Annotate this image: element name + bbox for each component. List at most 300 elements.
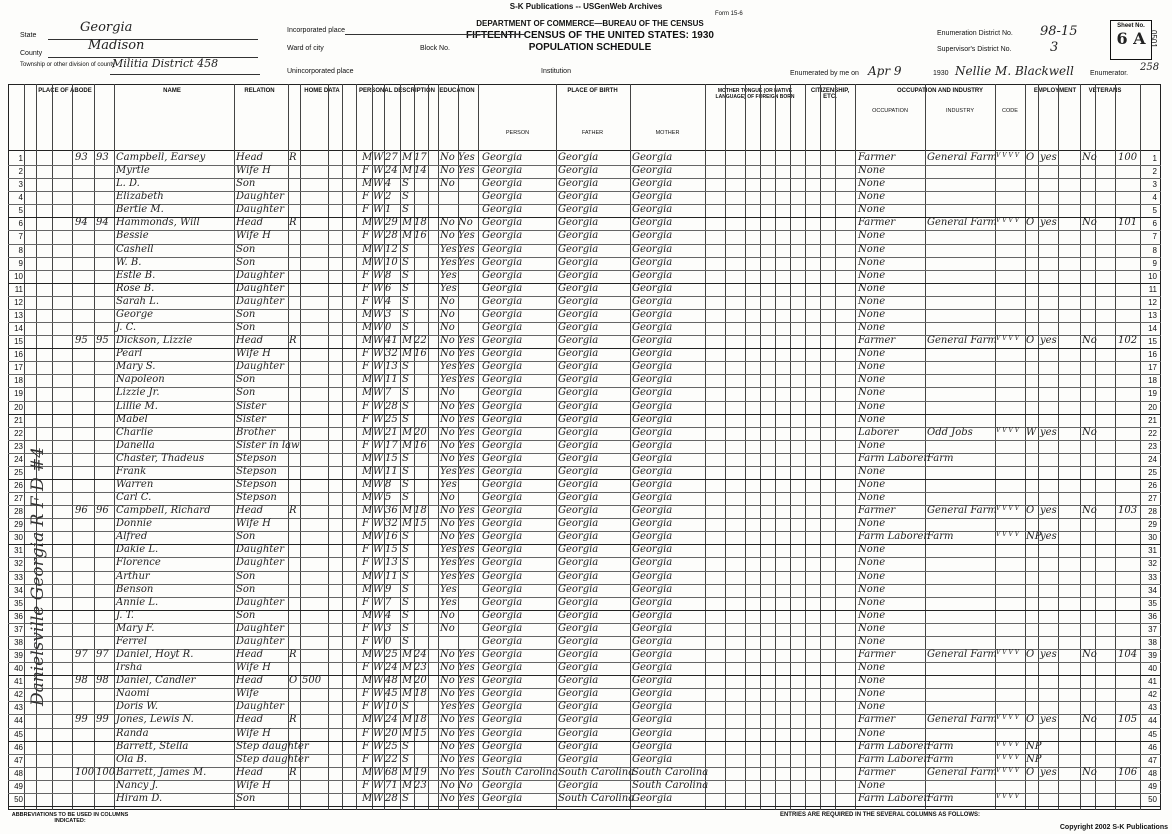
cell-race: W [373,243,384,255]
group-home-data: HOME DATA [304,88,340,94]
line-number: 49 [14,781,23,791]
cell-race: W [373,622,384,634]
cell-mb: Georgia [632,374,673,386]
cell-ms: S [402,479,409,490]
cell-pb: Georgia [482,204,523,216]
cell-emp: yes [1040,335,1057,347]
cell-name: Bessie [116,230,149,242]
cell-occ: Farm Laborer [858,452,929,464]
cell-rd: Yes [458,505,475,517]
line-number: 15 [14,337,23,347]
cell-pb: South Carolina [482,766,559,778]
cell-fb: Georgia [558,714,599,726]
cell-mb: Georgia [632,204,673,216]
cell-occ: None [858,165,886,177]
cell-mb: Georgia [632,688,673,700]
cell-race: W [373,753,384,765]
table-row [0,217,1172,230]
cell-mb: Georgia [632,740,673,752]
cell-occ: None [858,701,886,713]
instructions-box [755,812,1005,834]
cell-age: 22 [385,753,398,765]
cell-ms: S [402,361,409,373]
cell-name: Daniel, Hoyt R. [116,649,194,661]
cell-rd: Yes [458,557,475,569]
cell-cls: O [1026,217,1035,229]
cell-occ: None [858,348,886,360]
cell-pb: Georgia [482,191,523,203]
cell-sch: No [440,688,455,700]
cell-sex: M [362,308,373,320]
cell-fb: Georgia [558,753,599,765]
line-number: 18 [14,376,23,386]
cell-rel: Wife [236,688,259,700]
cell-fb: Georgia [558,688,599,700]
cell-name: Campbell, Earsey [116,152,206,163]
cell-pb: Georgia [482,282,523,294]
cell-mb: Georgia [632,609,673,621]
cell-ind: General Farm [927,714,997,726]
cell-occ: Farm Laborer [858,740,929,752]
line-number: 25 [1148,467,1157,477]
cell-fb: Georgia [558,557,599,569]
line-number: 28 [14,507,23,517]
birth-mother-head: MOTHER [655,130,680,136]
cell-ms: M [402,649,413,661]
cell-sex: F [362,622,369,634]
cell-num: 100 [1118,152,1138,163]
cell-mb: Georgia [632,191,673,203]
cell-rel: Son [236,322,256,334]
cell-sch: No [440,322,455,334]
cell-ms: S [402,557,409,569]
cell-ama: 20 [414,675,427,687]
cell-name: Danella [116,439,155,451]
line-number: 1 [1152,154,1157,163]
cell-rd: Yes [458,792,475,804]
cell-rel: Wife H [236,727,271,739]
cell-race: W [373,374,384,386]
cell-ms: S [402,178,409,190]
cell-ms: M [402,688,413,700]
cell-pb: Georgia [482,570,523,582]
cell-name: Jones, Lewis N. [116,714,194,726]
line-number: 43 [1148,703,1157,713]
cell-race: W [373,387,384,399]
cell-sex: F [362,204,369,216]
cell-cls: NP [1026,753,1042,765]
cell-pb: Georgia [482,688,523,700]
cell-age: 12 [385,243,398,255]
cell-code: V V V V [996,740,1020,748]
line-number: 37 [14,624,23,634]
cell-fb: Georgia [558,361,599,373]
line-number: 5 [1152,206,1157,216]
incorporated-line [345,24,525,35]
line-number: 45 [14,729,23,739]
cell-rd: Yes [458,570,475,582]
table-row [0,283,1172,296]
line-number: 6 [1152,219,1157,229]
cell-rel: Brother [236,426,276,438]
cell-age: 29 [385,217,398,229]
cell-age: 27 [385,152,398,163]
row-divider [8,806,1161,807]
cell-race: W [373,269,384,281]
table-row [0,204,1172,217]
cell-age: 20 [385,727,398,739]
cell-ms: S [402,492,409,504]
cell-ms: S [402,256,409,268]
cell-fb: Georgia [558,492,599,504]
cell-occ: None [858,308,886,320]
cell-name: Pearl [116,348,143,360]
cell-occ: Farm Laborer [858,753,929,765]
cell-ind: Farm [927,740,954,752]
cell-fb: Georgia [558,596,599,608]
cell-ms: S [402,295,409,307]
line-number: 41 [1148,677,1157,687]
cell-occ: None [858,178,886,190]
sheet-number-label: Sheet No. [1117,23,1145,29]
line-number: 27 [14,494,23,504]
line-number: 14 [1148,324,1157,334]
cell-rel: Wife H [236,348,271,360]
line-number: 19 [14,389,23,399]
cell-race: W [373,322,384,334]
cell-mb: Georgia [632,583,673,595]
cell-age: 71 [385,779,398,791]
cell-name: Ferrel [116,635,147,647]
cell-occ: Farmer [858,649,896,661]
cell-name: Lillie M. [116,400,158,412]
cell-name: Rose B. [116,282,155,294]
cell-ms: S [402,191,409,203]
cell-occ: None [858,465,886,477]
cell-code: V V V V [996,766,1020,774]
line-number: 16 [1148,350,1157,360]
enumeration-district-value: 98-15 [1040,24,1078,39]
cell-code: V V V V [996,505,1020,513]
cell-name: W. B. [116,256,142,268]
cell-pb: Georgia [482,544,523,556]
cell-emp: yes [1040,766,1057,778]
line-number: 22 [1148,428,1157,438]
cell-pb: Georgia [482,374,523,386]
line-number: 11 [1148,284,1157,294]
cell-name: Nancy J. [116,779,158,791]
table-row [0,165,1172,178]
cell-name: Ola B. [116,753,148,765]
cell-fb: Georgia [558,531,599,543]
cell-sex: F [362,727,369,739]
cell-pb: Georgia [482,779,523,791]
group-citizenship: CITIZENSHIP, ETC. [810,88,850,100]
cell-rd: Yes [458,688,475,700]
cell-sex: F [362,688,369,700]
cell-ms: M [402,165,413,177]
cell-age: 7 [385,387,392,399]
cell-occ: None [858,635,886,647]
cell-race: W [373,649,384,661]
cell-rel: Step daughter [236,740,309,752]
cell-fb: Georgia [558,348,599,360]
cell-sch: No [440,452,455,464]
cell-sch: Yes [440,361,457,373]
cell-ama: 18 [414,217,427,229]
cell-rd: Yes [458,413,475,425]
cell-ms: S [402,387,409,399]
county-value: Madison [88,38,145,53]
cell-fam: 97 [96,649,109,661]
birth-person-head: PERSON [505,130,530,136]
line-number: 4 [18,193,23,203]
occupation-head: OCCUPATION [872,108,908,114]
cell-sex: M [362,335,373,347]
cell-age: 10 [385,701,398,713]
cell-pb: Georgia [482,649,523,661]
cell-emp: yes [1040,152,1057,163]
cell-race: W [373,766,384,778]
county-line [48,42,258,58]
table-row [0,793,1172,806]
cell-fb: Georgia [558,243,599,255]
cell-pb: Georgia [482,596,523,608]
enumerated-date: Apr 9 [868,64,902,78]
cell-mb: Georgia [632,426,673,438]
cell-occ: None [858,479,886,490]
cell-sex: F [362,740,369,752]
cell-fb: Georgia [558,439,599,451]
group-name: NAME [163,88,181,94]
group-mother-tongue: MOTHER TONGUE (OR NATIVE LANGUAGE) OF FOREIGN BORN [715,88,795,100]
cell-sch: No [440,295,455,307]
line-number: 18 [1148,376,1157,386]
cell-occ: None [858,727,886,739]
cell-race: W [373,544,384,556]
cell-sch: Yes [440,701,457,713]
cell-race: W [373,492,384,504]
table-row [0,257,1172,270]
cell-fb: Georgia [558,609,599,621]
cell-age: 4 [385,178,392,190]
cell-mb: Georgia [632,256,673,268]
cell-occ: None [858,596,886,608]
cell-mb: Georgia [632,675,673,687]
line-number: 39 [1148,651,1157,661]
cell-fb: Georgia [558,622,599,634]
cell-mb: Georgia [632,465,673,477]
cell-mb: Georgia [632,217,673,229]
cell-age: 28 [385,230,398,242]
enumeration-district-label: Enumeration District No. [937,30,1013,37]
cell-dw: 100 [75,766,95,778]
cell-occ: Farmer [858,505,896,517]
cell-age: 25 [385,740,398,752]
cell-occ: Farmer [858,335,896,347]
group-employment: EMPLOYMENT [1033,88,1077,94]
cell-sch: No [440,649,455,661]
cell-age: 28 [385,792,398,804]
cell-ms: S [402,609,409,621]
cell-sch: No [440,178,455,190]
cell-pb: Georgia [482,322,523,334]
cell-sch: Yes [440,583,457,595]
cell-occ: None [858,387,886,399]
cell-rd: Yes [458,701,475,713]
line-number: 9 [18,258,23,268]
cell-race: W [373,779,384,791]
cell-cls: O [1026,649,1035,661]
cell-ama: 20 [414,426,427,438]
cell-pb: Georgia [482,426,523,438]
state-label: State [20,32,37,39]
enumerated-label: Enumerated by me on [790,70,859,77]
cell-ama: 16 [414,230,427,242]
line-number: 34 [14,585,23,595]
cell-race: W [373,256,384,268]
cell-ms: S [402,701,409,713]
cell-rel: Daughter [236,544,284,556]
cell-sex: M [362,766,373,778]
cell-pb: Georgia [482,335,523,347]
cell-rd: Yes [458,753,475,765]
line-number: 29 [1148,520,1157,530]
cell-race: W [373,714,384,726]
supervisor-district-value: 3 [1050,40,1059,55]
cell-sch: No [440,766,455,778]
cell-sex: M [362,217,373,229]
table-row [0,544,1172,557]
cell-cls: NP [1026,531,1042,543]
line-number: 13 [1148,310,1157,320]
ward-label: Ward of city [287,45,324,52]
line-number: 42 [14,690,23,700]
cell-age: 16 [385,531,398,543]
cell-occ: None [858,609,886,621]
cell-rd: Yes [458,348,475,360]
cell-name: Mary S. [116,361,156,373]
incorporated-label: Incorporated place [287,27,345,34]
cell-mb: Georgia [632,152,673,163]
cell-fb: Georgia [558,635,599,647]
cell-name: Lizzie Jr. [116,387,160,399]
cell-name: Donnie [116,518,153,530]
cell-rel: Daughter [236,295,284,307]
cell-rel: Stepson [236,452,277,464]
cell-sch: Yes [440,596,457,608]
table-row [0,767,1172,780]
cell-race: W [373,609,384,621]
cell-sex: F [362,230,369,242]
cell-rel: Wife H [236,230,271,242]
cell-name: Bertie M. [116,204,164,216]
cell-ms: S [402,792,409,804]
cell-rel: Daughter [236,204,284,216]
cell-name: Napoleon [116,374,165,386]
cell-emp: yes [1040,426,1057,438]
cell-rel: Head [236,649,264,661]
cell-name: Myrtle [116,165,150,177]
cell-rd: No [458,779,473,791]
cell-mb: Georgia [632,518,673,530]
cell-cls: W [1026,426,1037,438]
cell-pb: Georgia [482,635,523,647]
cell-name: Irsha [116,662,143,674]
cell-ms: S [402,282,409,294]
abbreviations-box [10,812,130,834]
cell-ama: 18 [414,505,427,517]
cell-sex: M [362,243,373,255]
line-number: 48 [14,768,23,778]
cell-occ: None [858,583,886,595]
cell-pb: Georgia [482,740,523,752]
line-number: 14 [14,324,23,334]
cell-mb: Georgia [632,635,673,647]
cell-sch: Yes [440,479,457,490]
cell-occ: None [858,492,886,504]
cell-sex: F [362,282,369,294]
cell-fb: Georgia [558,570,599,582]
cell-pb: Georgia [482,753,523,765]
block-label: Block No. [420,45,450,52]
cell-sch: Yes [440,465,457,477]
cell-name: Estle B. [116,269,156,281]
cell-ms: S [402,465,409,477]
line-number: 26 [1148,481,1157,490]
cell-rd: Yes [458,335,475,347]
cell-sex: F [362,701,369,713]
cell-fam: 93 [96,152,109,163]
cell-age: 21 [385,426,398,438]
cell-code: V V V V [996,649,1020,657]
cell-sex: M [362,152,373,163]
cell-occ: None [858,191,886,203]
cell-ama: 18 [414,688,427,700]
cell-rd: Yes [458,544,475,556]
cell-sex: F [362,662,369,674]
cell-fb: Georgia [558,727,599,739]
cell-sch: No [440,727,455,739]
cell-sex: M [362,609,373,621]
cell-ms: S [402,269,409,281]
cell-sex: M [362,322,373,334]
line-number: 40 [1148,664,1157,674]
cell-ms: M [402,675,413,687]
cell-rd: No [458,217,473,229]
cell-mb: Georgia [632,596,673,608]
cell-sex: M [362,649,373,661]
cell-ms: M [402,662,413,674]
line-number: 27 [1148,494,1157,504]
cell-ama: 16 [414,439,427,451]
cell-ms: M [402,439,413,451]
cell-rel: Head [236,217,264,229]
cell-ms: S [402,243,409,255]
cell-own: R [289,649,297,661]
cell-sex: M [362,256,373,268]
line-number: 7 [18,232,23,242]
unincorporated-label: Unincorporated place [287,68,354,75]
line-number: 24 [1148,454,1157,464]
line-number: 40 [14,664,23,674]
cell-rel: Stepson [236,492,277,504]
table-row [0,597,1172,610]
cell-sch: Yes [440,243,457,255]
cell-fb: Georgia [558,230,599,242]
line-number: 23 [14,441,23,451]
group-place-of-abode: PLACE OF ABODE [38,88,92,94]
